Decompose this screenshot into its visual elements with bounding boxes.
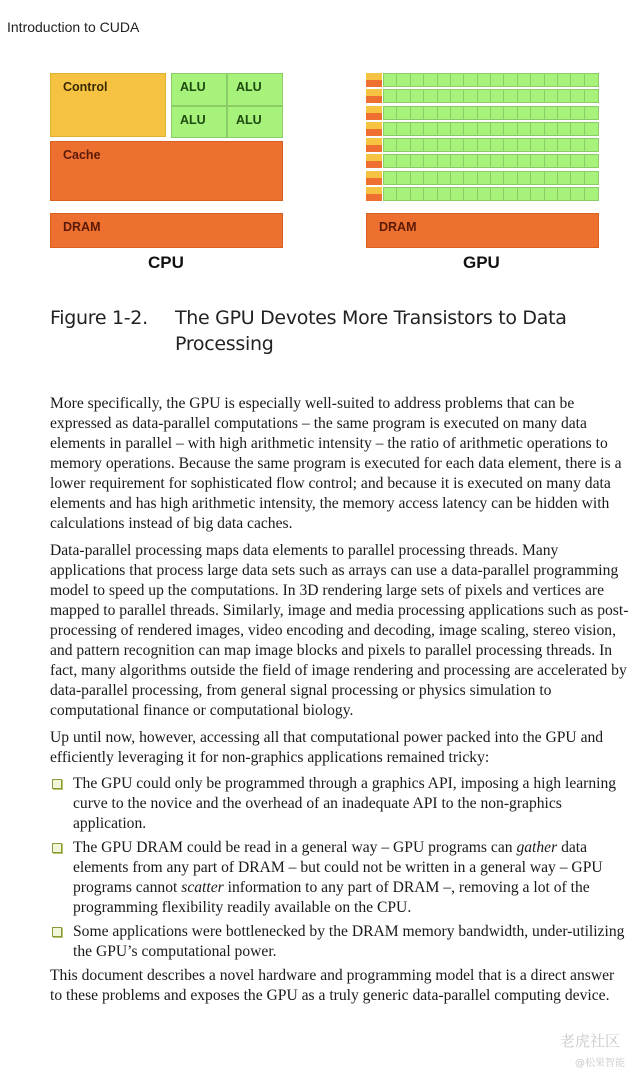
alu-label: ALU: [180, 113, 206, 127]
gpu-alu-cell: [518, 172, 531, 184]
gpu-alu-cell: [571, 155, 584, 167]
gpu-cache-block: [366, 194, 382, 201]
gpu-alu-cell: [571, 139, 584, 151]
cpu-alu-block: [227, 106, 283, 138]
list-item: [50, 838, 630, 918]
gpu-control-cache-block: [366, 73, 382, 87]
gpu-alu-cell: [558, 123, 571, 135]
gpu-alu-cell: [451, 155, 464, 167]
gpu-control-block: [366, 154, 382, 161]
gpu-alu-cell: [438, 188, 451, 200]
gpu-alu-cell: [411, 90, 424, 102]
gpu-cache-block: [366, 113, 382, 120]
cpu-control-label: Control: [63, 80, 108, 94]
cpu-cache-block: [50, 141, 283, 201]
gpu-sm-row: [366, 171, 599, 185]
gpu-alu-cell: [464, 107, 477, 119]
gpu-alu-strip: [383, 73, 599, 87]
gpu-alu-cell: [585, 90, 598, 102]
gpu-alu-cell: [545, 107, 558, 119]
gpu-alu-cell: [478, 90, 491, 102]
gpu-alu-cell: [558, 188, 571, 200]
gpu-alu-cell: [397, 74, 410, 86]
gpu-alu-cell: [438, 90, 451, 102]
gpu-alu-cell: [518, 155, 531, 167]
gpu-alu-cell: [558, 74, 571, 86]
gpu-alu-cell: [518, 74, 531, 86]
gpu-alu-cell: [411, 155, 424, 167]
gpu-alu-cell: [571, 172, 584, 184]
gpu-control-block: [366, 89, 382, 96]
figure-number: Figure 1-2.: [50, 307, 148, 329]
watermark-author: @松果智能: [575, 1058, 625, 1069]
gpu-control-cache-block: [366, 138, 382, 152]
gpu-alu-cell: [491, 74, 504, 86]
gpu-control-block: [366, 138, 382, 145]
running-header: Introduction to CUDA: [7, 19, 140, 35]
gpu-alu-cell: [478, 107, 491, 119]
checkbox-bullet-icon: [52, 927, 62, 937]
cpu-control-block: [50, 73, 166, 137]
gpu-alu-cell: [384, 74, 397, 86]
watermark-logo: 老虎社区: [560, 1032, 621, 1050]
paragraph: Data-parallel processing maps data elements to parallel processing threads. Many applications that process large data sets such as arrays can use a data-parallel programming model to speed up the computations. In 3D rendering large sets of pixels and vertices are mapped to parallel threads. Similarly, image and media processing applications such as post-processing of rendered images, video encoding and decoding, image scaling, stereo vision, and pattern recognition can map image blocks and pixels to parallel processing threads. In fact, many algorithms outside the field of image rendering and processing are accelerated by data-parallel processing, from general signal processing or physics simulation to computational finance or computational biology.: [50, 542, 629, 719]
gpu-alu-cell: [545, 74, 558, 86]
gpu-alu-cell: [585, 107, 598, 119]
gpu-control-block: [366, 187, 382, 194]
closing-paragraph: This document describes a novel hardware and programming model that is a direct answer to these problems and exposes the GPU as a truly generic data-parallel computing device.: [50, 967, 615, 1004]
gpu-alu-cell: [464, 188, 477, 200]
gpu-control-block: [366, 106, 382, 113]
gpu-alu-cell: [558, 90, 571, 102]
gpu-alu-cell: [531, 90, 544, 102]
gpu-alu-cell: [464, 172, 477, 184]
gpu-alu-cell: [504, 107, 517, 119]
gpu-alu-cell: [451, 172, 464, 184]
gpu-alu-cell: [545, 155, 558, 167]
gpu-alu-cell: [384, 123, 397, 135]
gpu-cache-block: [366, 96, 382, 103]
paragraph: Up until now, however, accessing all that computational power packed into the GPU and efficiently leveraging it for non-graphics applications remained tricky:: [50, 729, 604, 766]
gpu-control-cache-block: [366, 122, 382, 136]
gpu-alu-cell: [518, 123, 531, 135]
gpu-alu-cell: [424, 74, 437, 86]
gpu-alu-cell: [531, 107, 544, 119]
dram-label: DRAM: [63, 220, 101, 234]
dram-label: DRAM: [379, 220, 417, 234]
gpu-alu-cell: [531, 123, 544, 135]
gpu-alu-strip: [383, 171, 599, 185]
gpu-alu-cell: [571, 90, 584, 102]
gpu-alu-cell: [424, 139, 437, 151]
gpu-cache-block: [366, 145, 382, 152]
gpu-alu-strip: [383, 89, 599, 103]
gpu-alu-cell: [397, 107, 410, 119]
gpu-alu-cell: [545, 123, 558, 135]
cpu-dram-block: [50, 213, 283, 248]
gpu-alu-cell: [531, 74, 544, 86]
gpu-alu-cell: [531, 188, 544, 200]
gpu-alu-cell: [411, 74, 424, 86]
gpu-sm-row: [366, 89, 599, 103]
gpu-alu-cell: [478, 188, 491, 200]
gpu-alu-cell: [438, 107, 451, 119]
gpu-alu-cell: [411, 107, 424, 119]
gpu-alu-cell: [558, 172, 571, 184]
gpu-alu-cell: [504, 188, 517, 200]
gpu-alu-cell: [424, 188, 437, 200]
gpu-alu-cell: [491, 188, 504, 200]
gpu-alu-cell: [491, 139, 504, 151]
body-text: [50, 394, 630, 1013]
gpu-alu-cell: [491, 155, 504, 167]
gpu-cache-block: [366, 178, 382, 185]
gpu-label: GPU: [463, 253, 500, 272]
gpu-control-block: [366, 73, 382, 80]
gpu-alu-cell: [438, 172, 451, 184]
list-item-text: information to any part of DRAM –, removing a lot of the programming flexibility readily available on the CPU.: [73, 879, 590, 916]
gpu-cache-block: [366, 161, 382, 168]
gpu-alu-strip: [383, 122, 599, 136]
gpu-alu-grid: [366, 73, 599, 203]
gpu-alu-cell: [451, 188, 464, 200]
gpu-sm-row: [366, 138, 599, 152]
gpu-alu-strip: [383, 106, 599, 120]
gpu-alu-cell: [504, 155, 517, 167]
gpu-alu-cell: [411, 123, 424, 135]
gpu-sm-row: [366, 154, 599, 168]
gpu-alu-cell: [504, 90, 517, 102]
gpu-alu-cell: [504, 123, 517, 135]
gpu-alu-cell: [531, 172, 544, 184]
gpu-alu-cell: [558, 107, 571, 119]
gpu-alu-cell: [451, 74, 464, 86]
gpu-alu-cell: [531, 139, 544, 151]
gpu-alu-cell: [384, 155, 397, 167]
gpu-alu-cell: [464, 123, 477, 135]
list-item: [50, 922, 630, 962]
gpu-alu-cell: [545, 139, 558, 151]
gpu-control-cache-block: [366, 154, 382, 168]
gpu-alu-cell: [438, 123, 451, 135]
gpu-alu-cell: [585, 74, 598, 86]
gpu-control-cache-block: [366, 89, 382, 103]
gpu-control-cache-block: [366, 187, 382, 201]
gpu-alu-cell: [411, 139, 424, 151]
gpu-alu-cell: [504, 139, 517, 151]
gpu-alu-cell: [478, 155, 491, 167]
gpu-control-cache-block: [366, 171, 382, 185]
gpu-alu-cell: [438, 74, 451, 86]
gpu-alu-cell: [518, 90, 531, 102]
gpu-alu-cell: [397, 90, 410, 102]
gpu-alu-cell: [424, 90, 437, 102]
gpu-alu-cell: [491, 90, 504, 102]
gpu-alu-cell: [384, 107, 397, 119]
gpu-alu-cell: [478, 172, 491, 184]
gpu-cache-block: [366, 80, 382, 87]
gpu-alu-cell: [411, 188, 424, 200]
gpu-alu-strip: [383, 154, 599, 168]
cpu-alu-block: [227, 73, 283, 106]
list-item: [50, 774, 630, 834]
gpu-alu-strip: [383, 138, 599, 152]
list-item-text: The GPU could only be programmed through a graphics API, imposing a high learning curve to the novice and the overhead of an inadequate API to the non-graphics application.: [73, 775, 617, 832]
gpu-alu-cell: [424, 107, 437, 119]
gpu-alu-cell: [531, 155, 544, 167]
gpu-alu-cell: [558, 155, 571, 167]
checkbox-bullet-icon: [52, 779, 62, 789]
gpu-alu-cell: [424, 155, 437, 167]
list-item-text: Some applications were bottlenecked by the DRAM memory bandwidth, under-utilizing the GPU’s computational power.: [73, 923, 625, 960]
gpu-alu-cell: [397, 123, 410, 135]
gpu-alu-cell: [384, 188, 397, 200]
gpu-alu-cell: [478, 139, 491, 151]
gpu-alu-cell: [491, 123, 504, 135]
gpu-alu-cell: [585, 123, 598, 135]
gpu-alu-strip: [383, 187, 599, 201]
gpu-alu-cell: [384, 172, 397, 184]
gpu-alu-cell: [491, 172, 504, 184]
cache-label: Cache: [63, 148, 101, 162]
gpu-alu-cell: [384, 90, 397, 102]
cpu-alu-block: [171, 73, 227, 106]
gpu-alu-cell: [478, 123, 491, 135]
checkbox-bullet-icon: [52, 843, 62, 853]
gpu-alu-cell: [451, 90, 464, 102]
gpu-alu-cell: [464, 90, 477, 102]
alu-label: ALU: [180, 80, 206, 94]
gpu-alu-cell: [571, 107, 584, 119]
gpu-alu-cell: [438, 139, 451, 151]
gpu-alu-cell: [545, 172, 558, 184]
gpu-alu-cell: [411, 172, 424, 184]
gpu-alu-cell: [585, 188, 598, 200]
gpu-alu-cell: [451, 139, 464, 151]
gpu-alu-cell: [451, 123, 464, 135]
gpu-alu-cell: [545, 188, 558, 200]
gpu-sm-row: [366, 106, 599, 120]
emphasis-scatter: scatter: [181, 879, 224, 896]
gpu-alu-cell: [491, 107, 504, 119]
gpu-alu-cell: [397, 155, 410, 167]
list-item-text: data elements from any part of DRAM – but could not be written in a general way – GPU programs cannot: [73, 839, 603, 896]
gpu-alu-cell: [585, 172, 598, 184]
gpu-alu-cell: [545, 90, 558, 102]
paragraph: More specifically, the GPU is especially well-suited to address problems that can be expressed as data-parallel computations – the same program is executed on many data elements in parallel – with high arithmetic intensity – the ratio of arithmetic operations to memory operations. Because the same program is executed for each data element, there is a lower requirement for sophisticated flow control; and because it is executed on many data elements and has high arithmetic intensity, the memory access latency can be hidden with calculations instead of big data caches.: [50, 395, 622, 532]
gpu-cache-block: [366, 129, 382, 136]
gpu-alu-cell: [504, 74, 517, 86]
list-item-text: The GPU DRAM could be read in a general way – GPU programs can: [73, 839, 517, 856]
gpu-alu-cell: [397, 139, 410, 151]
gpu-control-block: [366, 122, 382, 129]
gpu-alu-cell: [571, 123, 584, 135]
emphasis-gather: gather: [516, 839, 558, 856]
gpu-control-cache-block: [366, 106, 382, 120]
gpu-alu-cell: [397, 172, 410, 184]
gpu-alu-cell: [585, 155, 598, 167]
gpu-sm-row: [366, 73, 599, 87]
gpu-alu-cell: [518, 139, 531, 151]
gpu-alu-cell: [558, 139, 571, 151]
gpu-alu-cell: [384, 139, 397, 151]
gpu-alu-cell: [571, 74, 584, 86]
cpu-alu-block: [171, 106, 227, 138]
bullet-list: [50, 774, 630, 962]
cpu-label: CPU: [148, 253, 184, 272]
gpu-alu-cell: [478, 74, 491, 86]
gpu-sm-row: [366, 187, 599, 201]
alu-label: ALU: [236, 80, 262, 94]
gpu-alu-cell: [585, 139, 598, 151]
gpu-alu-cell: [504, 172, 517, 184]
gpu-alu-cell: [424, 123, 437, 135]
figure-title: The GPU Devotes More Transistors to Data Processing: [175, 307, 567, 355]
gpu-alu-cell: [518, 107, 531, 119]
gpu-alu-cell: [424, 172, 437, 184]
gpu-alu-cell: [464, 155, 477, 167]
gpu-dram-block: [366, 213, 599, 248]
gpu-alu-cell: [438, 155, 451, 167]
gpu-alu-cell: [464, 74, 477, 86]
gpu-alu-cell: [464, 139, 477, 151]
gpu-alu-cell: [451, 107, 464, 119]
gpu-sm-row: [366, 122, 599, 136]
alu-label: ALU: [236, 113, 262, 127]
gpu-control-block: [366, 171, 382, 178]
gpu-alu-cell: [571, 188, 584, 200]
gpu-alu-cell: [397, 188, 410, 200]
gpu-alu-cell: [518, 188, 531, 200]
